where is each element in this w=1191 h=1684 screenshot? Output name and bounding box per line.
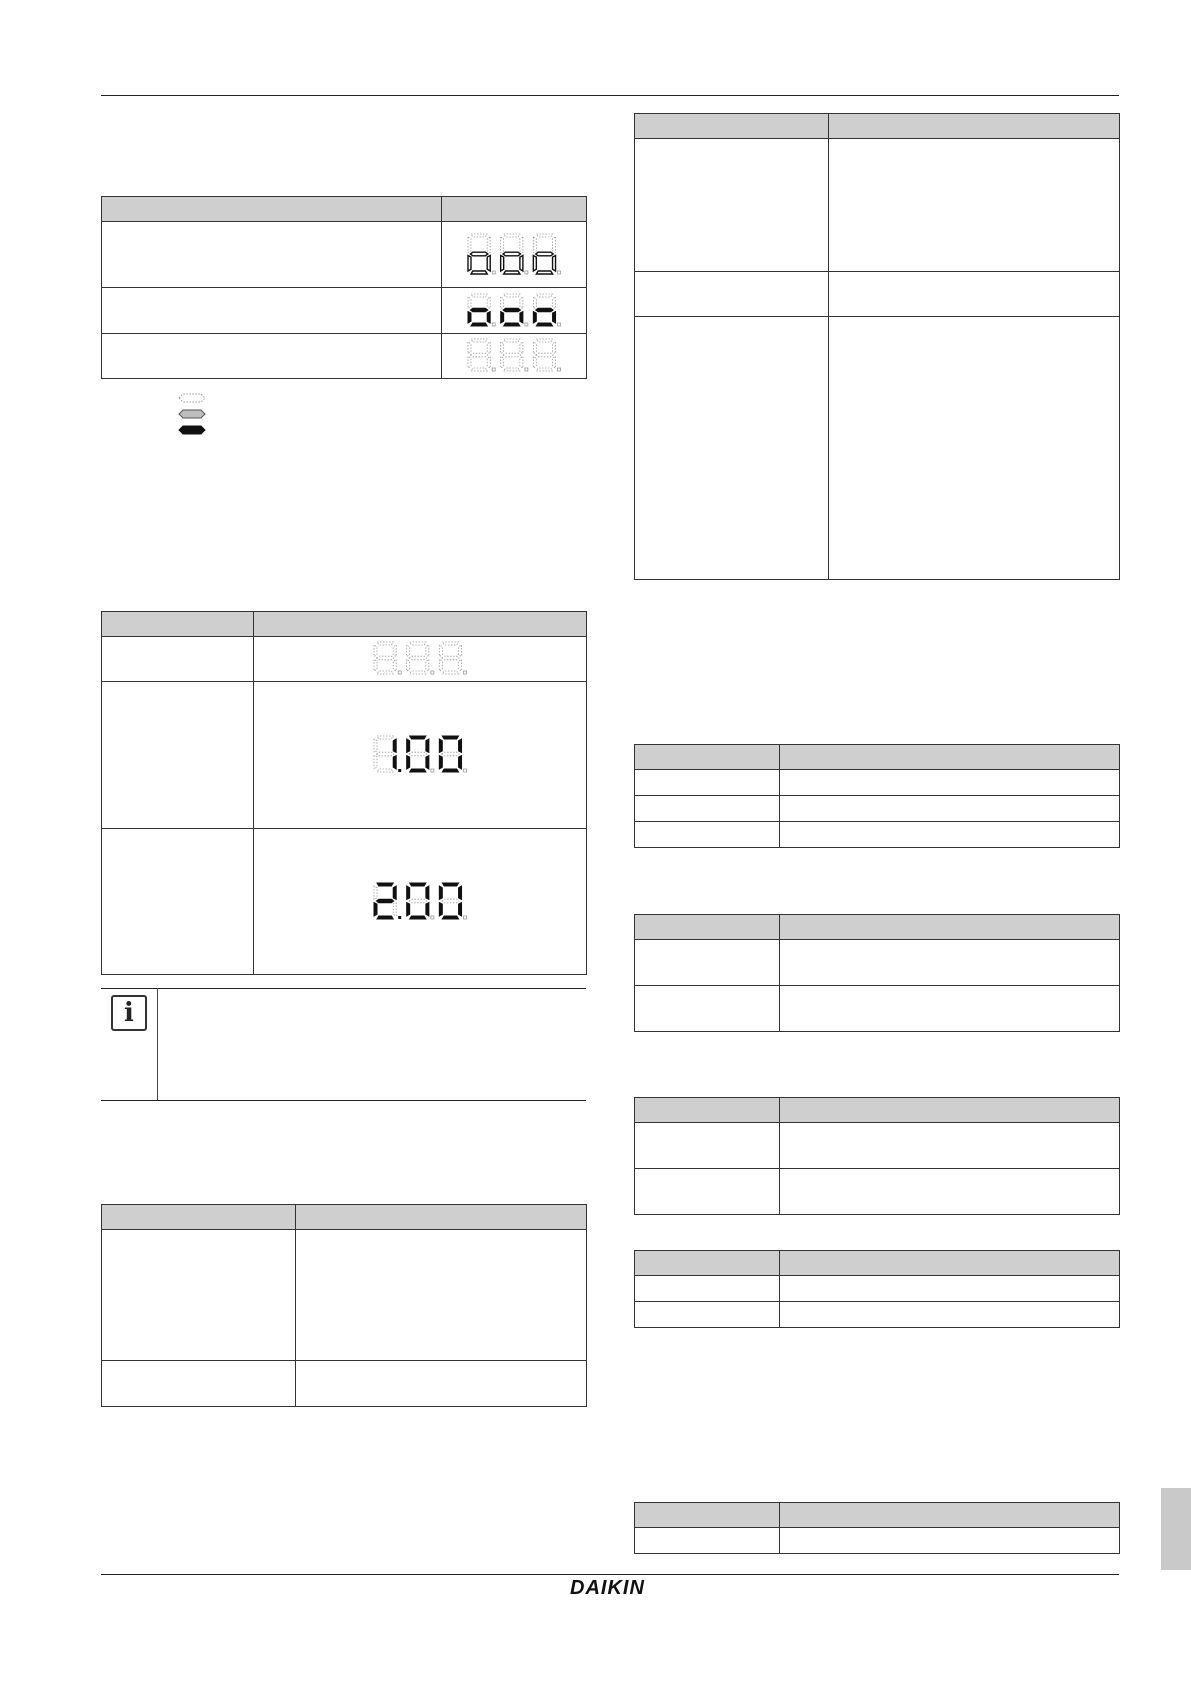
segment-a <box>377 736 393 739</box>
segment-f <box>468 342 471 354</box>
display-mode-1 <box>254 682 587 829</box>
segment-b <box>520 237 523 253</box>
segment-c <box>393 756 396 770</box>
segment-g <box>409 752 426 756</box>
segment-d <box>442 916 458 919</box>
section-tab-marker <box>1161 1488 1191 1570</box>
segment-off-icon <box>179 394 205 402</box>
segment-b <box>487 297 490 309</box>
segment-c <box>520 311 523 323</box>
segment-f <box>468 237 471 253</box>
segment-a <box>442 642 458 645</box>
segment-c <box>426 902 429 916</box>
right-table-6 <box>634 1502 1120 1554</box>
segment-g <box>442 656 459 660</box>
decimal-point <box>558 323 561 326</box>
segment-a <box>377 883 393 886</box>
segment-f <box>374 739 377 753</box>
decimal-point <box>558 368 561 371</box>
segment-a <box>536 339 552 342</box>
segment-a <box>442 736 458 739</box>
legend-icons <box>176 393 206 443</box>
decimal-point <box>398 671 401 674</box>
segment-c <box>553 255 556 271</box>
segment-legend <box>176 393 206 443</box>
segment-d <box>504 368 520 371</box>
segment-f <box>533 342 536 354</box>
segment-g <box>503 308 520 312</box>
segment-g <box>470 252 487 256</box>
segment-d <box>536 323 552 326</box>
segment-f <box>374 886 377 900</box>
segment-g <box>470 353 487 357</box>
display-mode-off <box>254 637 587 682</box>
segment-a <box>442 883 458 886</box>
decimal-point <box>525 368 528 371</box>
segment-d <box>410 671 426 674</box>
segment-on-icon <box>179 426 205 434</box>
info-icon <box>111 995 147 1031</box>
segment-g <box>503 252 520 256</box>
segment-e <box>533 311 536 323</box>
segment-e <box>407 660 410 672</box>
segment-e <box>501 311 504 323</box>
segment-b <box>426 645 429 657</box>
decimal-point <box>464 671 467 674</box>
segment-a <box>410 736 426 739</box>
segment-f <box>439 886 442 900</box>
segment-b <box>553 237 556 253</box>
segment-c <box>426 660 429 672</box>
segment-e <box>533 357 536 369</box>
segment-d <box>536 271 552 274</box>
segment-b <box>459 645 462 657</box>
display-off <box>442 334 587 379</box>
segment-c <box>487 311 490 323</box>
segment-e <box>374 660 377 672</box>
segment-c <box>459 756 462 770</box>
segment-f <box>501 342 504 354</box>
right-top-table <box>634 113 1120 580</box>
segment-a <box>471 294 487 297</box>
segment-a <box>536 294 552 297</box>
segment-b <box>487 237 490 253</box>
segment-c <box>426 756 429 770</box>
decimal-point <box>398 916 401 919</box>
segment-c <box>393 660 396 672</box>
segment-c <box>393 902 396 916</box>
info-top-rule <box>101 988 586 989</box>
segment-c <box>553 311 556 323</box>
segment-f <box>439 645 442 657</box>
segment-a <box>471 339 487 342</box>
segment-d <box>471 368 487 371</box>
segment-b <box>393 886 396 900</box>
segment-c <box>553 357 556 369</box>
segment-e <box>468 311 471 323</box>
segment-f <box>407 739 410 753</box>
segment-d <box>410 769 426 772</box>
segment-f <box>407 886 410 900</box>
segment-b <box>393 645 396 657</box>
segment-g <box>442 752 459 756</box>
segment-a <box>504 294 520 297</box>
right-table-4 <box>634 1097 1120 1215</box>
segment-a <box>377 642 393 645</box>
segment-d <box>471 271 487 274</box>
segment-e <box>407 902 410 916</box>
segment-f <box>533 297 536 309</box>
segment-d <box>410 916 426 919</box>
segment-g <box>503 353 520 357</box>
info-divider <box>157 988 158 1100</box>
segment-a <box>410 883 426 886</box>
segment-g <box>442 899 459 903</box>
segment-b <box>426 739 429 753</box>
segment-f <box>501 297 504 309</box>
footer-rule <box>101 1574 1119 1575</box>
segment-g <box>376 656 393 660</box>
decimal-point <box>525 323 528 326</box>
segment-b <box>553 342 556 354</box>
segment-blinking-icon <box>179 410 205 418</box>
segment-c <box>487 255 490 271</box>
led-status-table <box>101 196 587 379</box>
segment-b <box>459 886 462 900</box>
segment-g <box>376 752 393 756</box>
segment-f <box>468 297 471 309</box>
decimal-point <box>558 271 561 274</box>
segment-f <box>533 237 536 253</box>
decimal-point <box>431 769 434 772</box>
info-bottom-rule <box>101 1100 586 1101</box>
left-bottom-table <box>101 1204 587 1407</box>
segment-c <box>459 660 462 672</box>
segment-b <box>520 342 523 354</box>
segment-g <box>536 252 553 256</box>
display-blinking <box>442 222 587 288</box>
segment-d <box>504 271 520 274</box>
segment-e <box>439 660 442 672</box>
segment-d <box>442 671 458 674</box>
segment-g <box>409 899 426 903</box>
segment-d <box>377 769 393 772</box>
decimal-point <box>431 671 434 674</box>
segment-d <box>377 671 393 674</box>
segment-e <box>439 756 442 770</box>
segment-e <box>533 255 536 271</box>
segment-d <box>377 916 393 919</box>
header-rule <box>101 95 1119 96</box>
segment-e <box>501 255 504 271</box>
decimal-point <box>464 769 467 772</box>
decimal-point <box>464 916 467 919</box>
decimal-point <box>431 916 434 919</box>
decimal-point <box>492 368 495 371</box>
segment-b <box>487 342 490 354</box>
segment-g <box>536 308 553 312</box>
decimal-point <box>492 323 495 326</box>
segment-f <box>439 739 442 753</box>
segment-d <box>471 323 487 326</box>
right-table-3 <box>634 914 1120 1032</box>
segment-e <box>439 902 442 916</box>
segment-a <box>536 234 552 237</box>
info-glyph: i <box>124 998 134 1028</box>
decimal-point <box>525 271 528 274</box>
segment-c <box>520 357 523 369</box>
segment-a <box>471 234 487 237</box>
right-table-2 <box>634 744 1120 848</box>
segment-g <box>536 353 553 357</box>
segment-b <box>553 297 556 309</box>
segment-g <box>376 899 393 903</box>
segment-a <box>504 339 520 342</box>
segment-a <box>504 234 520 237</box>
segment-g <box>470 308 487 312</box>
segment-e <box>468 357 471 369</box>
daikin-logo: DAIKIN <box>570 1577 645 1599</box>
segment-b <box>393 739 396 753</box>
right-table-5 <box>634 1250 1120 1328</box>
segment-a <box>410 642 426 645</box>
segment-d <box>536 368 552 371</box>
segment-b <box>520 297 523 309</box>
segment-c <box>487 357 490 369</box>
display-on <box>442 288 587 334</box>
segment-f <box>501 237 504 253</box>
decimal-point <box>492 271 495 274</box>
decimal-point <box>398 769 401 772</box>
segment-e <box>374 902 377 916</box>
segment-f <box>407 645 410 657</box>
segment-e <box>407 756 410 770</box>
segment-c <box>459 902 462 916</box>
segment-e <box>468 255 471 271</box>
mode-display-table <box>101 611 587 975</box>
segment-g <box>409 656 426 660</box>
segment-d <box>504 323 520 326</box>
display-mode-2 <box>254 829 587 975</box>
segment-b <box>459 739 462 753</box>
segment-f <box>374 645 377 657</box>
segment-d <box>442 769 458 772</box>
segment-e <box>501 357 504 369</box>
segment-c <box>520 255 523 271</box>
segment-e <box>374 756 377 770</box>
segment-b <box>426 886 429 900</box>
